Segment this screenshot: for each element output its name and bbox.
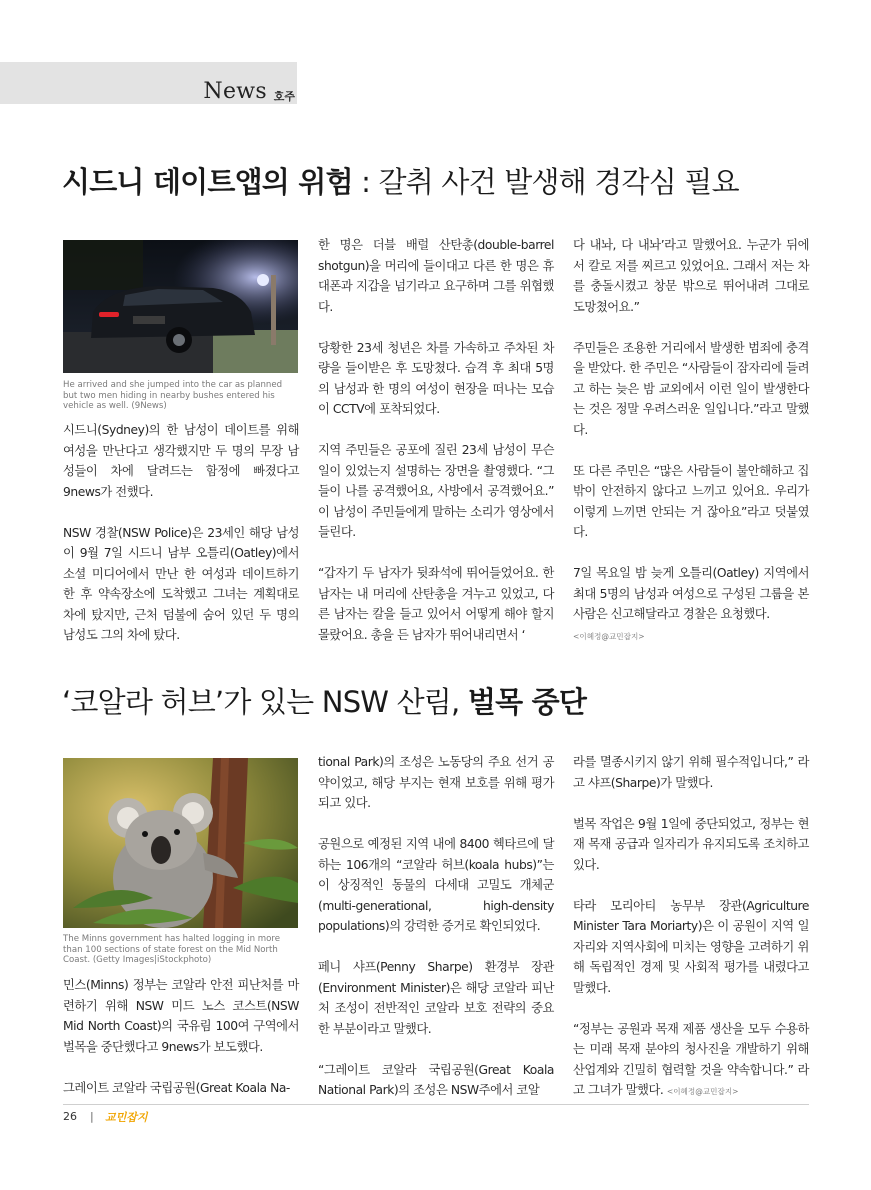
- article2-headline-bold: 벌목 중단: [467, 685, 587, 719]
- paragraph: 한 명은 더블 배럴 산탄총(double-barrel shotgun)을 머리에 들이대고 다른 한 명은 휴대폰과 지갑을 넘기라고 요구하며 그를 위협했다.: [318, 238, 554, 314]
- paragraph: [573, 563, 809, 647]
- section-sublabel: 호주: [273, 90, 295, 103]
- koala-photo: [63, 758, 298, 928]
- section-label: News: [203, 79, 267, 104]
- article1-column-2: [318, 235, 554, 645]
- article2-column-2: [318, 752, 554, 1101]
- article1-column-3: [573, 235, 809, 647]
- article1-caption: He arrived and she jumped into the car as planned but two men hiding in nearby bushes entered his vehicle as well. (9News): [63, 380, 283, 411]
- article2-caption: The Minns government has halted logging in more than 100 sections of state forest on the Mid North Coast. (Getty Images|iStockphoto): [63, 934, 281, 965]
- paragraph: 또 다른 주민은 “많은 사람들이 불안해하고 집 밖이 안전하지 않다고 느끼고 있어요. 우리가 이렇게 느끼면 안되는 거 잖아요”라고 덧붙였다.: [573, 463, 809, 539]
- article2-headline-rest: ‘코알라 허브’가 있는 NSW 산림,: [62, 685, 468, 719]
- article2-credit: <이혜정@교민잡지>: [666, 1087, 739, 1096]
- paragraph: NSW 경찰(NSW Police)은 23세인 해당 남성이 9월 7일 시드니 남부 오틀리(Oatley)에서 소셜 미디어에서 만난 한 여성과 데이트하기 한 후 약속장소에 도착했고 그녀는 계획대로 차에 탔지만, 근처 덤불에 숨어 있던 두 명의 남성도 그의 차에 탔다.: [63, 525, 299, 642]
- article2-photo-koala: [63, 758, 298, 928]
- article2-column-3: [573, 752, 809, 1103]
- magazine-logo: 교민잡지: [105, 1111, 148, 1124]
- page-number: 26: [63, 1110, 77, 1123]
- paragraph: 타라 모리아티 농무부 장관(Agriculture Minister Tara Moriarty)은 이 공원이 지역 일자리와 지역사회에 미치는 영향을 고려하기 위해 독립적인 경제 및 사회적 평가를 내렸다고 말했다.: [573, 898, 809, 995]
- article1-headline-bold: 시드니 데이트앱의 위험: [62, 165, 353, 199]
- paragraph: 벌목 작업은 9월 1일에 중단되었고, 정부는 현재 목재 공급과 일자리가 유지되도록 조치하고 있다.: [573, 816, 809, 872]
- paragraph: 페니 샤프(Penny Sharpe) 환경부 장관(Environment Minister)은 해당 코알라 피난처 조성이 전반적인 코알라 보호 전략의 중요한 부분이라고 말했다.: [318, 960, 554, 1036]
- paragraph: 민스(Minns) 정부는 코알라 안전 피난처를 마련하기 위해 NSW 미드 노스 코스트(NSW Mid North Coast)의 국유림 100여 구역에서 벌목을 중단했다고 9news가 보도했다.: [63, 978, 299, 1054]
- paragraph-text: 7일 목요일 밤 늦게 오틀리(Oatley) 지역에서 최대 5명의 남성과 여성으로 구성된 그룹을 본 사람은 신고해달라고 경찰은 요청했다.: [573, 566, 809, 621]
- paragraph: “갑자기 두 남자가 뒷좌석에 뛰어들었어요. 한 남자는 내 머리에 산탄총을 겨누고 있었고, 다른 남자는 칼을 들고 있어서 어떻게 해야 할지 몰랐어요. 총을 든 남자가 뛰어내리면서 ‘: [318, 566, 554, 642]
- paragraph: 라를 멸종시키지 않기 위해 필수적입니다,” 라고 샤프(Sharpe)가 말했다.: [573, 755, 809, 790]
- article1-headline: [62, 160, 739, 201]
- article1-photo-car: [63, 240, 298, 373]
- paragraph: “그레이트 코알라 국립공원(Great Koala National Park)의 조성은 NSW주에서 코알: [318, 1062, 554, 1097]
- article1-headline-rest: : 갈취 사건 발생해 경각심 필요: [352, 165, 739, 199]
- page-separator: |: [90, 1110, 94, 1123]
- paragraph: 당황한 23세 청년은 차를 가속하고 주차된 차량을 들이받은 후 도망쳤다. 습격 후 최대 5명의 남성과 한 명의 여성이 현장을 떠나는 모습이 CCTV에 포착되었다.: [318, 340, 554, 416]
- section-header: [0, 62, 297, 104]
- article1-credit: <이혜정@교민잡지>: [573, 631, 645, 641]
- paragraph: 주민들은 조용한 거리에서 발생한 범죄에 충격을 받았다. 한 주민은 “사람들이 잠자리에 들려고 하는 늦은 밤 교외에서 이런 일이 발생한다는 것은 정말 우려스러운 일입니다.”라고 말했다.: [573, 340, 809, 437]
- article2-column-1: [63, 975, 299, 1098]
- footer-divider: [63, 1104, 809, 1105]
- article1-column-1: [63, 420, 299, 646]
- paragraph: 지역 주민들은 공포에 질린 23세 남성이 무슨 일이 있었는지 설명하는 장면을 촬영했다. “그들이 나를 공격했어요, 사방에서 공격했어요.” 이 남성이 주민들에게 말하는 소리가 영상에서 들린다.: [318, 443, 554, 539]
- paragraph: 공원으로 예정된 지역 내에 8400 헥타르에 달하는 106개의 “코알라 허브(koala hubs)”는 이 상징적인 동물의 다세대 고밀도 개체군(multi-generational, high-density populations)의 강력한 증거로 확인되었다.: [318, 837, 554, 933]
- paragraph: tional Park)의 조성은 노동당의 주요 선거 공약이었고, 해당 부지는 현재 보호를 위해 평가되고 있다.: [318, 755, 554, 810]
- article2-headline: [62, 680, 586, 721]
- night-car-photo: [63, 240, 298, 373]
- paragraph: [573, 1019, 809, 1103]
- paragraph: 다 내놔, 다 내놔’라고 말했어요. 누군가 뒤에서 칼로 저를 찌르고 있었어요. 그래서 저는 차를 충돌시켰고 창문 밖으로 뛰어내려 그대로 도망쳤어요.”: [573, 238, 809, 314]
- paragraph: 그레이트 코알라 국립공원(Great Koala Na-: [63, 1080, 290, 1095]
- paragraph-text: “정부는 공원과 목재 제품 생산을 모두 수용하는 미래 목재 분야의 청사진을 개발하기 위해 산업계와 긴밀히 협력할 것을 약속합니다.” 라고 그녀가 말했다.: [573, 1021, 809, 1097]
- paragraph: 시드니(Sydney)의 한 남성이 데이트를 위해 여성을 만난다고 생각했지만 두 명의 무장 남성들이 차에 달려드는 함정에 빠졌다고 9news가 전했다.: [63, 423, 299, 499]
